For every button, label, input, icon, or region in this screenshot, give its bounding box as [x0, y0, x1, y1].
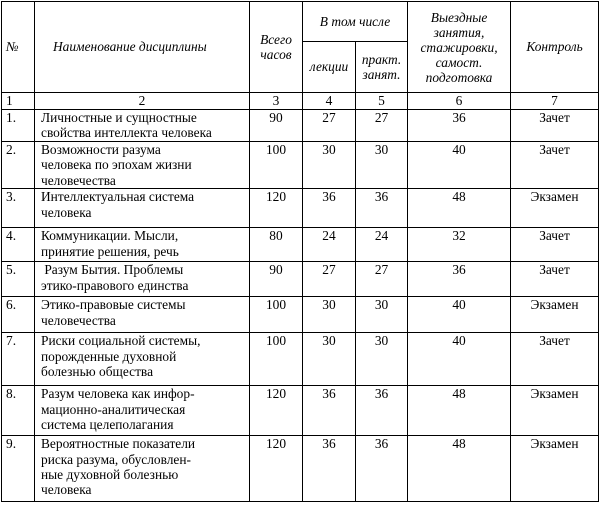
- column-number: 4: [303, 93, 356, 110]
- lecture-hours: 36: [303, 189, 356, 228]
- practical-hours: 27: [356, 110, 408, 142]
- field-hours: 48: [408, 386, 511, 436]
- total-hours: 90: [250, 262, 303, 297]
- total-hours: 100: [250, 297, 303, 333]
- discipline-name-line: мационно-аналитическая: [41, 401, 186, 417]
- field-hours: 36: [408, 110, 511, 142]
- table-row: [2, 333, 599, 386]
- total-hours: 100: [250, 333, 303, 386]
- discipline-name-line: Риски социальной системы,: [41, 333, 201, 349]
- discipline-name-line: человечества: [41, 312, 116, 328]
- discipline-name-line: Этико-правовые системы: [41, 297, 186, 313]
- discipline-name: [35, 333, 250, 386]
- header-no: №: [2, 2, 35, 93]
- discipline-name-line: человечества: [41, 172, 116, 188]
- column-number-row: [2, 93, 599, 110]
- lecture-hours: 24: [303, 228, 356, 262]
- discipline-name-line: система целеполагания: [41, 417, 174, 433]
- practical-hours: 30: [356, 333, 408, 386]
- column-number: 3: [250, 93, 303, 110]
- control-type: Зачет: [511, 262, 599, 297]
- table-row: [2, 142, 599, 189]
- lecture-hours: 27: [303, 110, 356, 142]
- practical-hours: 36: [356, 436, 408, 502]
- practical-hours: 30: [356, 142, 408, 189]
- table-row: [2, 110, 599, 142]
- discipline-name: [35, 262, 250, 297]
- control-type: Зачет: [511, 228, 599, 262]
- field-hours: 40: [408, 333, 511, 386]
- header-field: Выездные занятия, стажировки, самост. подготовка: [408, 2, 511, 93]
- field-hours: 32: [408, 228, 511, 262]
- discipline-name-line: этико-правового единства: [41, 277, 189, 293]
- curriculum-table: [1, 1, 599, 502]
- table-row: [2, 228, 599, 262]
- table-row: [2, 297, 599, 333]
- row-number: 3.: [2, 189, 35, 228]
- control-type: Зачет: [511, 333, 599, 386]
- total-hours: 90: [250, 110, 303, 142]
- discipline-name-line: свойства интеллекта человека: [41, 125, 212, 141]
- header-control: Контроль: [511, 2, 599, 93]
- row-number: 7.: [2, 333, 35, 386]
- discipline-name: [35, 436, 250, 502]
- header-name: Наименование дисциплины: [35, 2, 250, 93]
- discipline-name-line: порожденные духовной: [41, 348, 177, 364]
- header-including: В том числе: [303, 2, 408, 42]
- header-lectures: лекции: [303, 42, 356, 93]
- discipline-name-line: болезнью общества: [41, 364, 154, 380]
- lecture-hours: 30: [303, 333, 356, 386]
- practical-hours: 36: [356, 386, 408, 436]
- row-number: 9.: [2, 436, 35, 502]
- field-hours: 36: [408, 262, 511, 297]
- discipline-name-line: Вероятностные показатели: [41, 436, 196, 452]
- discipline-name-line: человека: [41, 204, 92, 220]
- field-hours: 48: [408, 189, 511, 228]
- practical-hours: 36: [356, 189, 408, 228]
- practical-hours: 24: [356, 228, 408, 262]
- column-number: 1: [2, 93, 35, 110]
- column-number: 5: [356, 93, 408, 110]
- discipline-name: [35, 228, 250, 262]
- total-hours: 120: [250, 189, 303, 228]
- total-hours: 100: [250, 142, 303, 189]
- discipline-name-line: принятие решения, речь: [41, 243, 179, 259]
- row-number: 6.: [2, 297, 35, 333]
- discipline-name-line: Возможности разума: [41, 142, 161, 157]
- discipline-name-line: Разум человека как инфор-: [41, 386, 195, 402]
- control-type: Экзамен: [511, 436, 599, 502]
- total-hours: 120: [250, 386, 303, 436]
- column-number: 7: [511, 93, 599, 110]
- lecture-hours: 36: [303, 436, 356, 502]
- discipline-name-line: Интеллектуальная система: [41, 189, 195, 205]
- discipline-name: [35, 386, 250, 436]
- discipline-name-line: человека по эпохам жизни: [41, 157, 192, 173]
- column-number: 6: [408, 93, 511, 110]
- discipline-name: [35, 110, 250, 142]
- discipline-name-line: Личностные и сущностные: [41, 110, 197, 125]
- discipline-name-line: риска разума, обусловлен-: [41, 451, 191, 467]
- table-row: [2, 262, 599, 297]
- table-row: [2, 189, 599, 228]
- column-number: 2: [35, 93, 250, 110]
- field-hours: 48: [408, 436, 511, 502]
- discipline-name-line: ные духовной болезнью: [41, 467, 179, 483]
- field-hours: 40: [408, 297, 511, 333]
- discipline-name: [35, 189, 250, 228]
- header-practical: практ. занят.: [356, 42, 408, 93]
- lecture-hours: 27: [303, 262, 356, 297]
- control-type: Зачет: [511, 110, 599, 142]
- row-number: 4.: [2, 228, 35, 262]
- row-number: 2.: [2, 142, 35, 189]
- discipline-name: [35, 297, 250, 333]
- table-row: [2, 436, 599, 502]
- control-type: Экзамен: [511, 297, 599, 333]
- row-number: 8.: [2, 386, 35, 436]
- control-type: Экзамен: [511, 189, 599, 228]
- practical-hours: 27: [356, 262, 408, 297]
- practical-hours: 30: [356, 297, 408, 333]
- total-hours: 80: [250, 228, 303, 262]
- discipline-name-line: Разум Бытия. Проблемы: [41, 262, 184, 278]
- discipline-name-line: Коммуникации. Мысли,: [41, 228, 179, 244]
- discipline-name-line: человека: [41, 482, 92, 498]
- control-type: Зачет: [511, 142, 599, 189]
- header-total: Всего часов: [250, 2, 303, 93]
- table-row: [2, 386, 599, 436]
- row-number: 1.: [2, 110, 35, 142]
- control-type: Экзамен: [511, 386, 599, 436]
- discipline-name: [35, 142, 250, 189]
- field-hours: 40: [408, 142, 511, 189]
- lecture-hours: 30: [303, 142, 356, 189]
- lecture-hours: 30: [303, 297, 356, 333]
- lecture-hours: 36: [303, 386, 356, 436]
- total-hours: 120: [250, 436, 303, 502]
- row-number: 5.: [2, 262, 35, 297]
